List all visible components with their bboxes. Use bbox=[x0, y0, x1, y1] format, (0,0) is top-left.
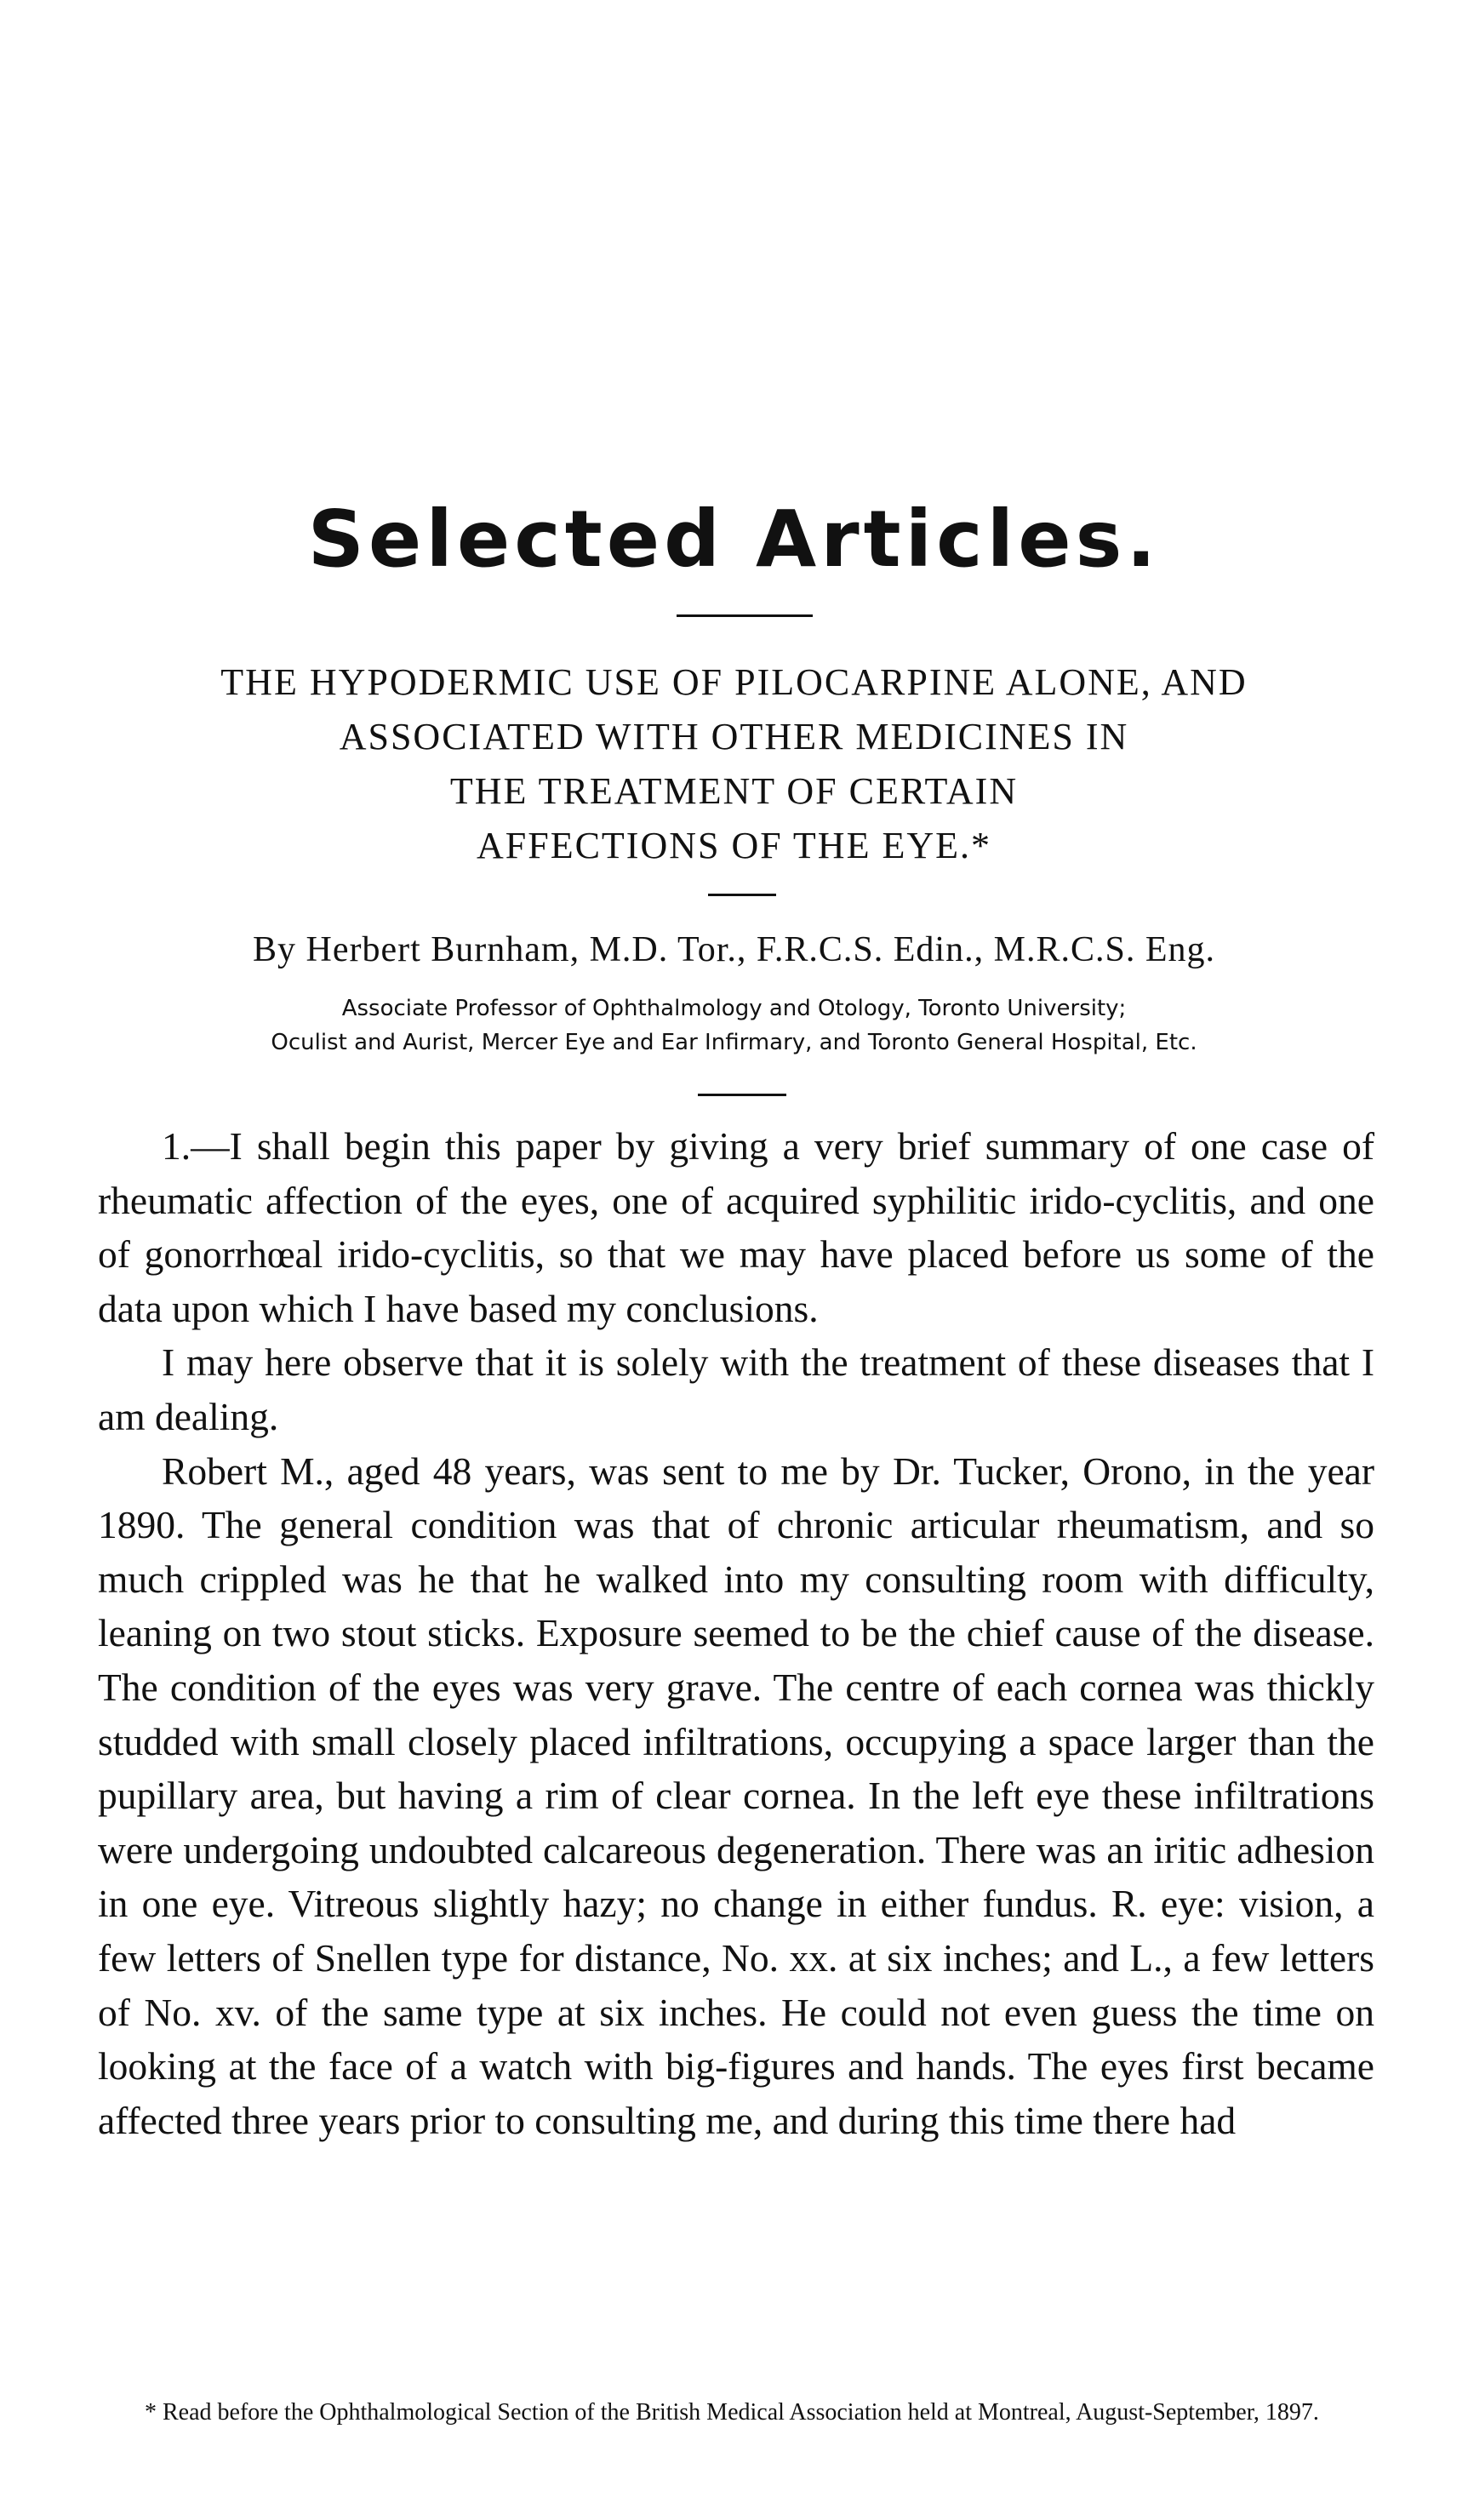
title-divider bbox=[677, 614, 813, 617]
article-title-line: AFFECTIONS OF THE EYE.* bbox=[476, 825, 991, 866]
paragraph: Robert M., aged 48 years, was sent to me by Dr. Tucker, Orono, in the year 1890. The general condition was that of chronic articular rheumatism, and so much crippled was he that he walked into my consulting room with difficulty, leaning on two stout sticks. Exposure seemed to be the chief cause of the disease. The condition of the eyes was very grave. The centre of each cornea was thickly studded with small closely placed infiltrations, occupying a space larger than the pupillary area, but having a rim of clear cornea. In the left eye these infiltrations were undergoing undoubted calcareous degeneration. There was an iritic adhesion in one eye. Vitreous slightly hazy; no change in either fundus. R. eye: vision, a few letters of Snellen type for distance, No. xx. at six inches; and L., a few letters of No. xv. of the same type at six inches. He could not even guess the time on looking at the face of a watch with big-figures and hands. The eyes first became affected three years prior to consulting me, and during this time there had bbox=[98, 1449, 1374, 2142]
article-title-line: THE HYPODERMIC USE OF PILOCARPINE ALONE, AND bbox=[220, 661, 1248, 703]
section-title: Selected Articles. bbox=[307, 494, 1161, 585]
article-title bbox=[85, 655, 1383, 873]
paragraph: I may here observe that it is solely with the treatment of these diseases that I am dealing. bbox=[98, 1340, 1374, 1438]
author-affiliation: Oculist and Aurist, Mercer Eye and Ear Infirmary, and Toronto General Hospital, Etc. bbox=[271, 1030, 1197, 1055]
byline-divider bbox=[708, 894, 776, 896]
body-divider bbox=[698, 1094, 786, 1096]
article-body bbox=[98, 1119, 1374, 2147]
author-affiliation: Associate Professor of Ophthalmology and Otology, Toronto University; bbox=[341, 996, 1127, 1021]
paragraph: 1.—I shall begin this paper by giving a very brief summary of one case of rheumatic affection of the eyes, one of acquired syphilitic irido-cyclitis, and one of gonorrhœal irido-cyclitis, so that we may have placed before us some of the data upon which I have based my conclusions. bbox=[98, 1124, 1374, 1330]
article-title-line: ASSOCIATED WITH OTHER MEDICINES IN bbox=[339, 716, 1129, 757]
footnote bbox=[98, 2398, 1374, 2427]
author-byline: By Herbert Burnham, M.D. Tor., F.R.C.S. Edin., M.R.C.S. Eng. bbox=[253, 930, 1215, 969]
footnote-text: * Read before the Ophthalmological Section of the British Medical Association held at Montreal, August-September, 1897. bbox=[145, 2399, 1319, 2426]
article-title-line: THE TREATMENT OF CERTAIN bbox=[449, 770, 1019, 812]
